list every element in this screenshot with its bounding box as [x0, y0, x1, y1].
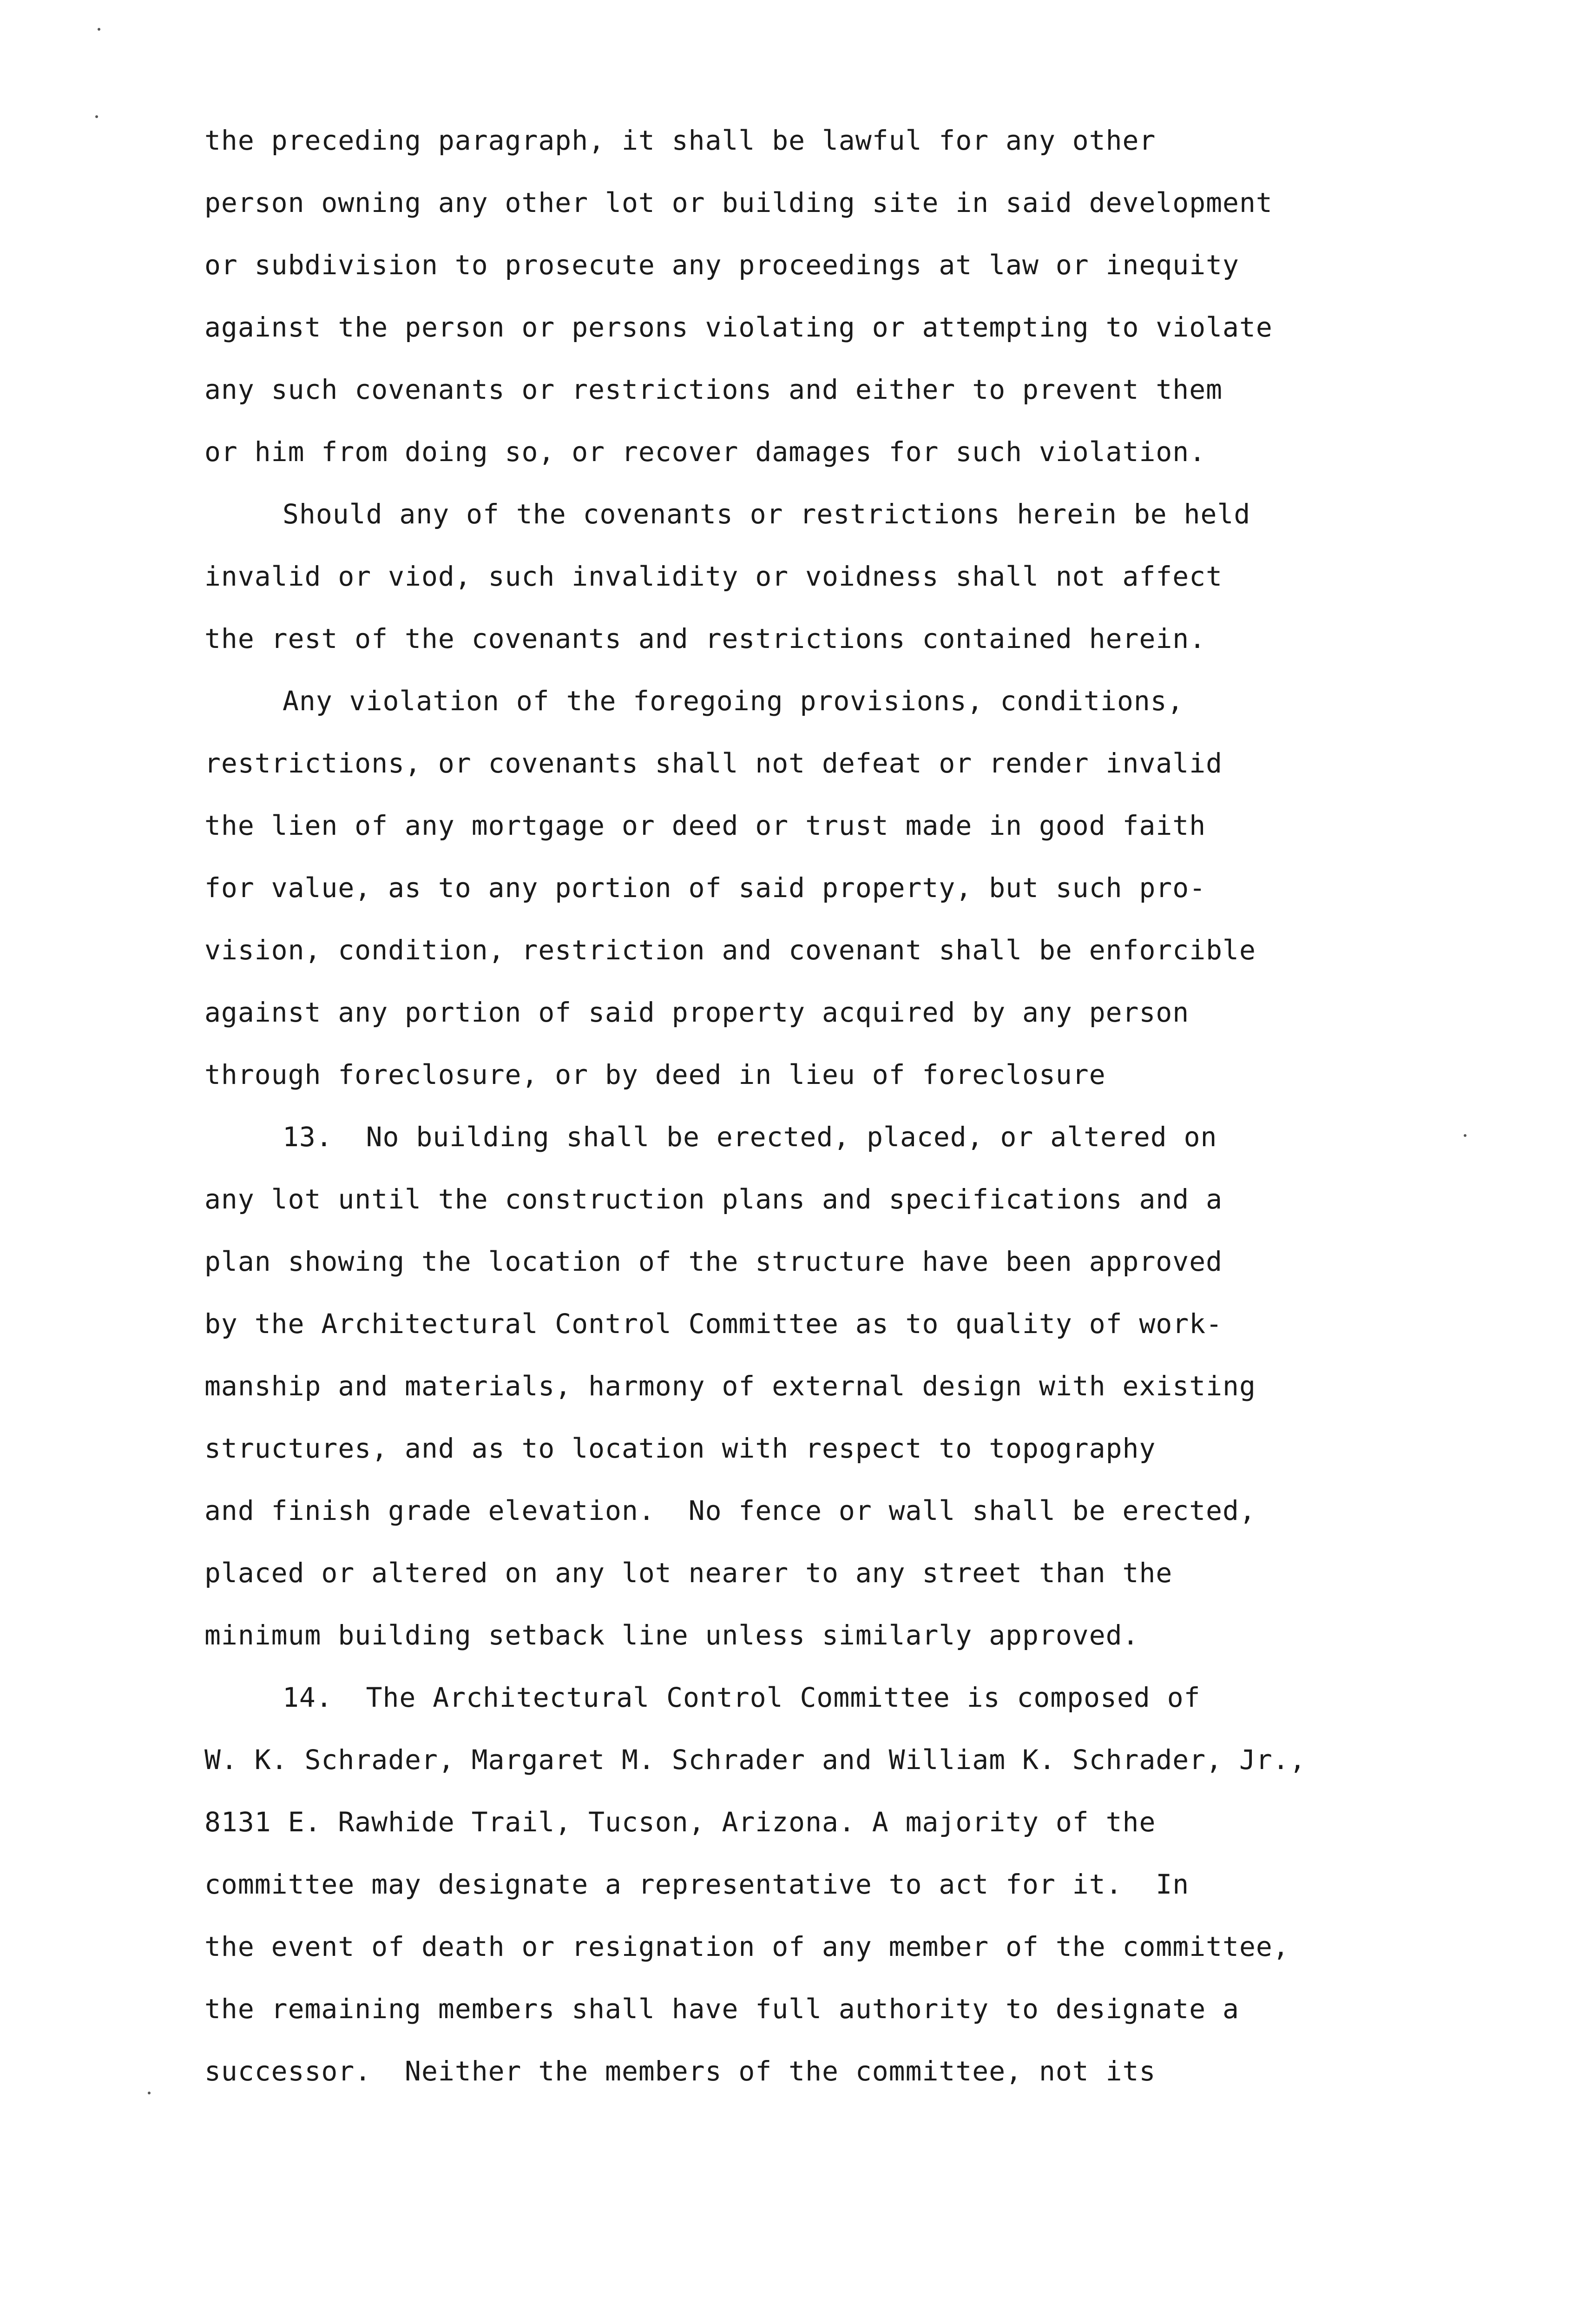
text-line: invalid or viod, such invalidity or voidness shall not affect — [204, 561, 1223, 592]
paragraph-start-line: Any violation of the foregoing provisions, conditions, — [283, 685, 1184, 717]
text-line: through foreclosure, or by deed in lieu of foreclosure — [204, 1059, 1106, 1090]
text-line: any lot until the construction plans and specifications and a — [204, 1183, 1223, 1215]
text-line: the remaining members shall have full authority to designate a — [204, 1993, 1239, 2025]
paragraph-start-line: Should any of the covenants or restrictions herein be held — [283, 498, 1251, 530]
text-line: for value, as to any portion of said property, but such pro- — [204, 872, 1206, 904]
text-line: committee may designate a representative to act for it. In — [204, 1868, 1190, 1900]
text-line: manship and materials, harmony of external design with existing — [204, 1370, 1256, 1402]
scan-speck — [148, 2092, 151, 2094]
text-line: W. K. Schrader, Margaret M. Schrader and William K. Schrader, Jr., — [204, 1744, 1306, 1776]
scan-speck — [98, 28, 100, 31]
text-line: the event of death or resignation of any member of the committee, — [204, 1931, 1289, 1962]
text-line: by the Architectural Control Committee as to quality of work- — [204, 1308, 1223, 1340]
text-line: any such covenants or restrictions and either to prevent them — [204, 374, 1223, 405]
text-line: structures, and as to location with respect to topography — [204, 1433, 1156, 1464]
text-line: plan showing the location of the structure have been approved — [204, 1246, 1223, 1277]
text-line: or him from doing so, or recover damages for such violation. — [204, 436, 1206, 468]
text-line: 8131 E. Rawhide Trail, Tucson, Arizona. A majority of the — [204, 1806, 1156, 1838]
text-line: placed or altered on any lot nearer to any street than the — [204, 1557, 1173, 1589]
numbered-paragraph-14-start: 14. The Architectural Control Committee is composed of — [283, 1682, 1201, 1713]
text-line: person owning any other lot or building site in said development — [204, 187, 1273, 218]
text-line: vision, condition, restriction and covenant shall be enforcible — [204, 934, 1256, 966]
text-line: and finish grade elevation. No fence or wall shall be erected, — [204, 1495, 1256, 1526]
text-line: the rest of the covenants and restrictions contained herein. — [204, 623, 1206, 654]
text-line: against the person or persons violating or attempting to violate — [204, 311, 1273, 343]
text-line: restrictions, or covenants shall not defeat or render invalid — [204, 747, 1223, 779]
body-text — [204, 109, 1543, 2102]
numbered-paragraph-13-start: 13. No building shall be erected, placed, or altered on — [283, 1121, 1217, 1153]
text-line: against any portion of said property acquired by any person — [204, 997, 1190, 1028]
text-line: minimum building setback line unless similarly approved. — [204, 1619, 1139, 1651]
text-line: successor. Neither the members of the committee, not its — [204, 2055, 1156, 2087]
text-line: the preceding paragraph, it shall be lawful for any other — [204, 125, 1156, 156]
text-line: or subdivision to prosecute any proceedings at law or inequity — [204, 249, 1239, 281]
text-line: the lien of any mortgage or deed or trust made in good faith — [204, 810, 1206, 841]
scan-speck — [95, 115, 98, 118]
